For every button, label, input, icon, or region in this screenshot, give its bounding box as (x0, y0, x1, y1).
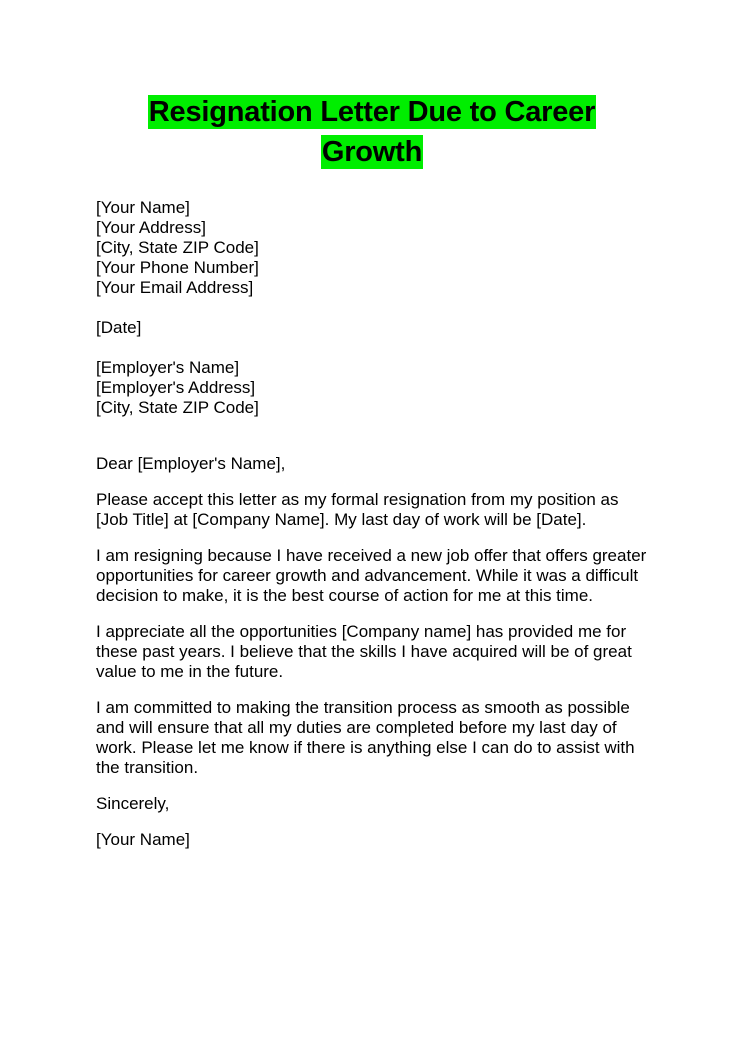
spacer-paragraph-2 (96, 606, 648, 622)
spacer-paragraph-4 (96, 778, 648, 794)
spacer-paragraph-1 (96, 530, 648, 546)
spacer-paragraph-3 (96, 682, 648, 698)
spacer-title (96, 172, 648, 198)
body-paragraph-4: I am committed to making the transition process as smooth as possible and will ensure that all my duties are completed before my last day of work. Please let me know if there is anything else I can do to assist with the transition. (96, 698, 635, 777)
spacer-sender (96, 298, 648, 318)
spacer-recipient (96, 418, 648, 454)
spacer-salutation (96, 474, 648, 490)
sender-line-name: [Your Name] (96, 198, 190, 217)
recipient-line-name: [Employer's Name] (96, 358, 240, 377)
recipient-line-address: [Employer's Address] (96, 378, 256, 397)
sender-address-block (96, 198, 648, 298)
sender-line-email: [Your Email Address] (96, 278, 254, 297)
date-line: [Date] (96, 318, 142, 337)
letter-content (96, 92, 648, 850)
title-highlight: Resignation Letter Due to Career Growth (148, 96, 596, 168)
recipient-address-block (96, 358, 648, 418)
salutation: Dear [Employer's Name], (96, 454, 286, 473)
closing-salutation: Sincerely, (96, 794, 170, 813)
body-paragraph-3: I appreciate all the opportunities [Company name] has provided me for these past years. I believe that the skills I have acquired will be of great value to me in the future. (96, 622, 632, 681)
signature-name: [Your Name] (96, 830, 190, 849)
sender-line-city-state-zip: [City, State ZIP Code] (96, 238, 259, 257)
recipient-line-city-state-zip: [City, State ZIP Code] (96, 398, 259, 417)
date-block (96, 318, 648, 338)
spacer-closing (96, 814, 648, 830)
body-paragraph-1: Please accept this letter as my formal resignation from my position as [Job Title] at [Company Name]. My last day of work will be [Date]. (96, 490, 619, 529)
sender-line-address: [Your Address] (96, 218, 206, 237)
spacer-date (96, 338, 648, 358)
body-paragraph-2: I am resigning because I have received a new job offer that offers greater opportunities for career growth and advancement. While it was a difficult decision to make, it is the best course of action for me at this time. (96, 546, 647, 605)
page-title (96, 92, 648, 172)
sender-line-phone: [Your Phone Number] (96, 258, 259, 277)
